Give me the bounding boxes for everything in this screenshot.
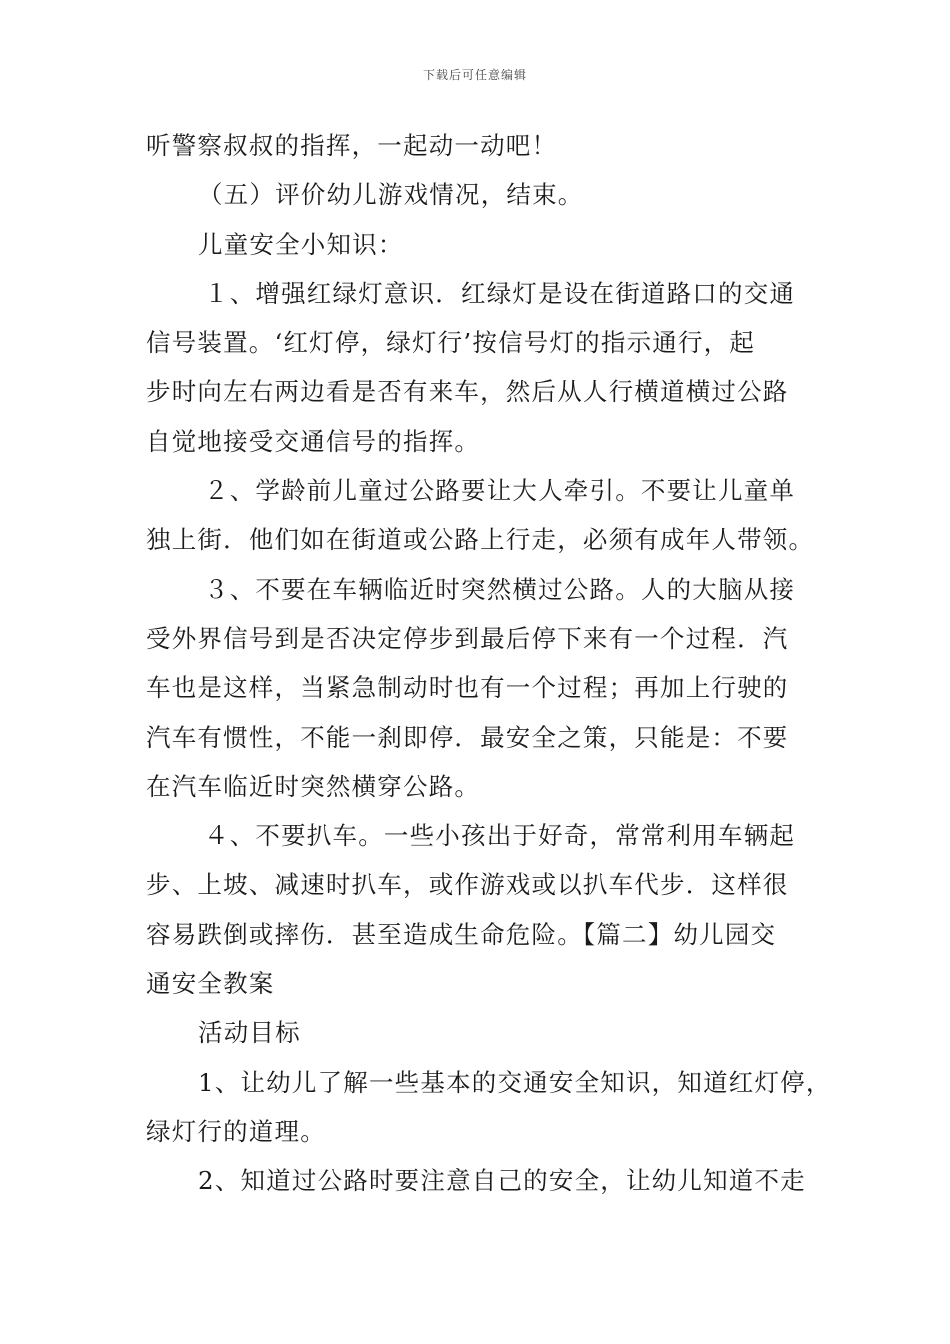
text-line: 步、上坡、减速时扒车，或作游戏或以扒车代步．这样很	[146, 870, 789, 900]
section-heading: 活动目标	[198, 1018, 301, 1048]
text-line: 自觉地接受交通信号的指挥。	[146, 426, 481, 456]
text-line: １、增强红绿灯意识．红绿灯是设在街道路口的交通	[204, 278, 796, 308]
document-body	[146, 121, 832, 1206]
text-line: 2、知道过公路时要注意自己的安全，让幼儿知道不走	[198, 1166, 806, 1196]
text-line: ２、学龄前儿童过公路要让大人牵引。不要让儿童单	[204, 476, 796, 506]
text-line: 绿灯行的道理。	[146, 1116, 326, 1146]
text-line: 车也是这样，当紧急制动时也有一个过程；再加上行驶的	[146, 673, 789, 703]
text-line: ３、不要在车辆临近时突然横过公路。人的大脑从接	[204, 574, 796, 604]
section-heading: 儿童安全小知识：	[198, 229, 404, 259]
page-header: 下载后可任意编辑	[422, 68, 527, 82]
text-line: 1、让幼儿了解一些基本的交通安全知识，知道红灯停，	[198, 1067, 832, 1097]
text-line: 步时向左右两边看是否有来车，然后从人行横道横过公路	[146, 377, 789, 407]
section-heading: （五）评价幼儿游戏情况，结束。	[198, 180, 584, 210]
text-line: 独上街．他们如在街道或公路上行走，必须有成年人带领。	[146, 525, 815, 555]
text-line: 听警察叔叔的指挥，一起动一动吧！	[146, 131, 558, 160]
text-line: 受外界信号到是否决定停步到最后停下来有一个过程．汽	[146, 623, 789, 653]
text-line: 容易跌倒或摔伤．甚至造成生命危险。【篇二】幼儿园交	[146, 919, 777, 949]
text-line: 信号装置。‘红灯停，绿灯行’按信号灯的指示通行，起	[146, 328, 756, 358]
text-line: 汽车有惯性，不能一刹即停．最安全之策，只能是：不要	[146, 722, 789, 752]
text-line: 通安全教案	[146, 969, 275, 999]
text-line: ４、不要扒车。一些小孩出于好奇，常常利用车辆起	[204, 821, 796, 851]
text-line: 在汽车临近时突然横穿公路。	[146, 771, 481, 801]
